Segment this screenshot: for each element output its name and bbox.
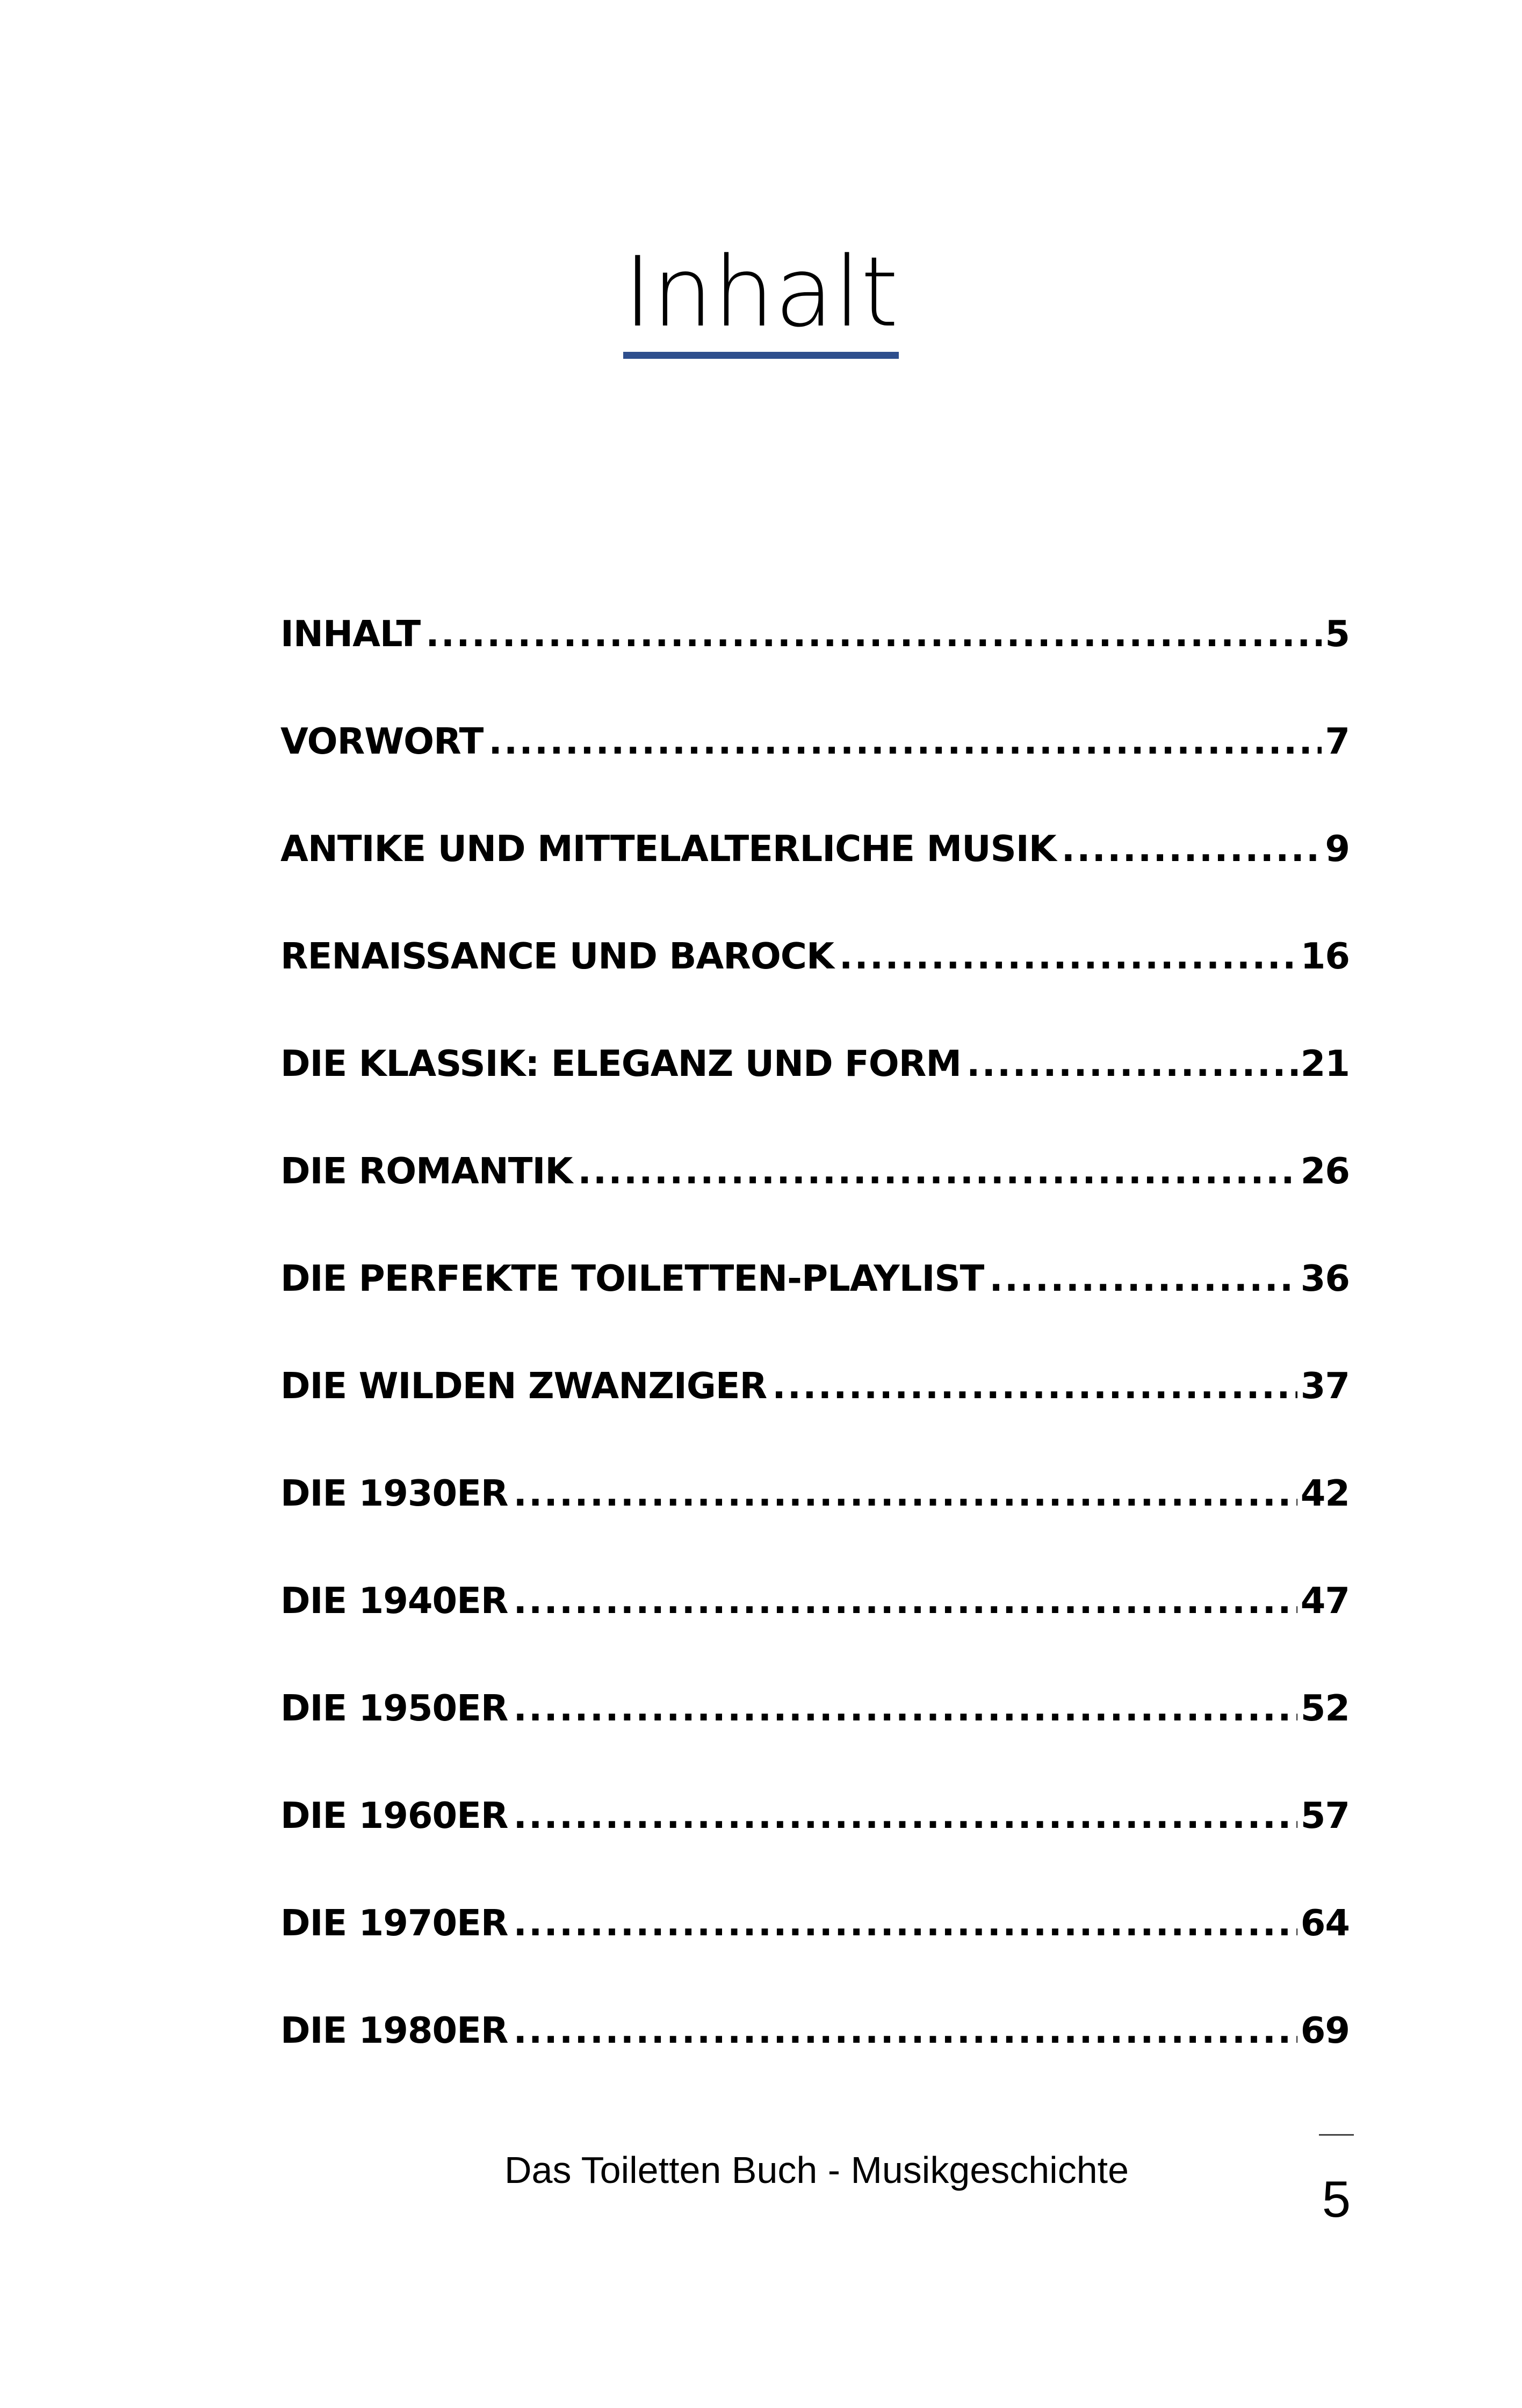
toc-entry-page: 26 (1300, 1150, 1350, 1192)
toc-entry-title: DIE 1950ER (280, 1687, 508, 1729)
toc-entry-page: 16 (1300, 935, 1350, 977)
toc-entry-title: DIE WILDEN ZWANZIGER (280, 1365, 767, 1407)
toc-dot-leader (513, 1869, 1297, 1977)
toc-entry-page: 5 (1325, 613, 1350, 655)
toc-entry-title: DIE KLASSIK: ELEGANZ UND FORM (280, 1043, 962, 1084)
toc-entry-title: DIE 1960ER (280, 1795, 508, 1836)
toc-entry-page: 37 (1300, 1365, 1350, 1407)
toc-dot-leader (772, 1332, 1297, 1440)
toc-entry[interactable] (280, 580, 1350, 688)
toc-entry-page: 47 (1300, 1580, 1350, 1622)
toc-entry-title: DIE PERFEKTE TOILETTEN-PLAYLIST (280, 1257, 984, 1299)
toc-entry-page: 7 (1325, 720, 1350, 762)
toc-entry[interactable] (280, 1869, 1350, 1977)
page-number: 5 (1322, 2171, 1351, 2228)
toc-entry-page: 57 (1300, 1795, 1350, 1836)
toc-entry-title: DIE ROMANTIK (280, 1150, 573, 1192)
toc-entry-page: 9 (1325, 828, 1350, 870)
footer-book-title: Das Toiletten Buch - Musikgeschichte (504, 2149, 1129, 2191)
toc-entry[interactable] (280, 1547, 1350, 1654)
page-title (0, 231, 1522, 359)
toc-entry-page: 69 (1300, 2009, 1350, 2051)
table-of-contents (280, 580, 1350, 2084)
toc-entry-title: DIE 1940ER (280, 1580, 508, 1622)
toc-dot-leader (989, 1225, 1297, 1332)
toc-entry-page: 36 (1300, 1257, 1350, 1299)
toc-dot-leader (425, 580, 1322, 688)
toc-entry[interactable] (280, 1117, 1350, 1225)
toc-entry[interactable] (280, 902, 1350, 1010)
toc-entry-title: VORWORT (280, 720, 484, 762)
toc-dot-leader (513, 1547, 1297, 1654)
toc-entry-title: RENAISSANCE UND BAROCK (280, 935, 834, 977)
toc-entry[interactable] (280, 1225, 1350, 1332)
toc-entry[interactable] (280, 1332, 1350, 1440)
toc-entry[interactable] (280, 1440, 1350, 1547)
toc-entry[interactable] (280, 1762, 1350, 1869)
toc-entry-title: ANTIKE UND MITTELALTERLICHE MUSIK (280, 828, 1056, 870)
toc-dot-leader (578, 1117, 1297, 1225)
toc-entry[interactable] (280, 795, 1350, 902)
toc-entry-title: DIE 1980ER (280, 2009, 508, 2051)
toc-dot-leader (513, 1440, 1297, 1547)
toc-dot-leader (839, 902, 1297, 1010)
toc-dot-leader (966, 1010, 1297, 1117)
page-number-rule (1319, 2134, 1354, 2136)
page-title-text: Inhalt (623, 234, 898, 359)
toc-entry-title: INHALT (280, 613, 421, 655)
toc-entry[interactable] (280, 1654, 1350, 1762)
toc-entry-title: DIE 1930ER (280, 1472, 508, 1514)
toc-entry-page: 64 (1300, 1902, 1350, 1944)
toc-entry-page: 42 (1300, 1472, 1350, 1514)
toc-dot-leader (513, 1977, 1297, 2084)
toc-entry[interactable] (280, 688, 1350, 795)
toc-entry[interactable] (280, 1977, 1350, 2084)
toc-dot-leader (488, 688, 1322, 795)
toc-entry-title: DIE 1970ER (280, 1902, 508, 1944)
toc-dot-leader (513, 1762, 1297, 1869)
toc-entry-page: 21 (1300, 1043, 1350, 1084)
toc-entry-page: 52 (1300, 1687, 1350, 1729)
toc-dot-leader (1062, 795, 1322, 902)
toc-dot-leader (513, 1654, 1297, 1762)
toc-entry[interactable] (280, 1010, 1350, 1117)
